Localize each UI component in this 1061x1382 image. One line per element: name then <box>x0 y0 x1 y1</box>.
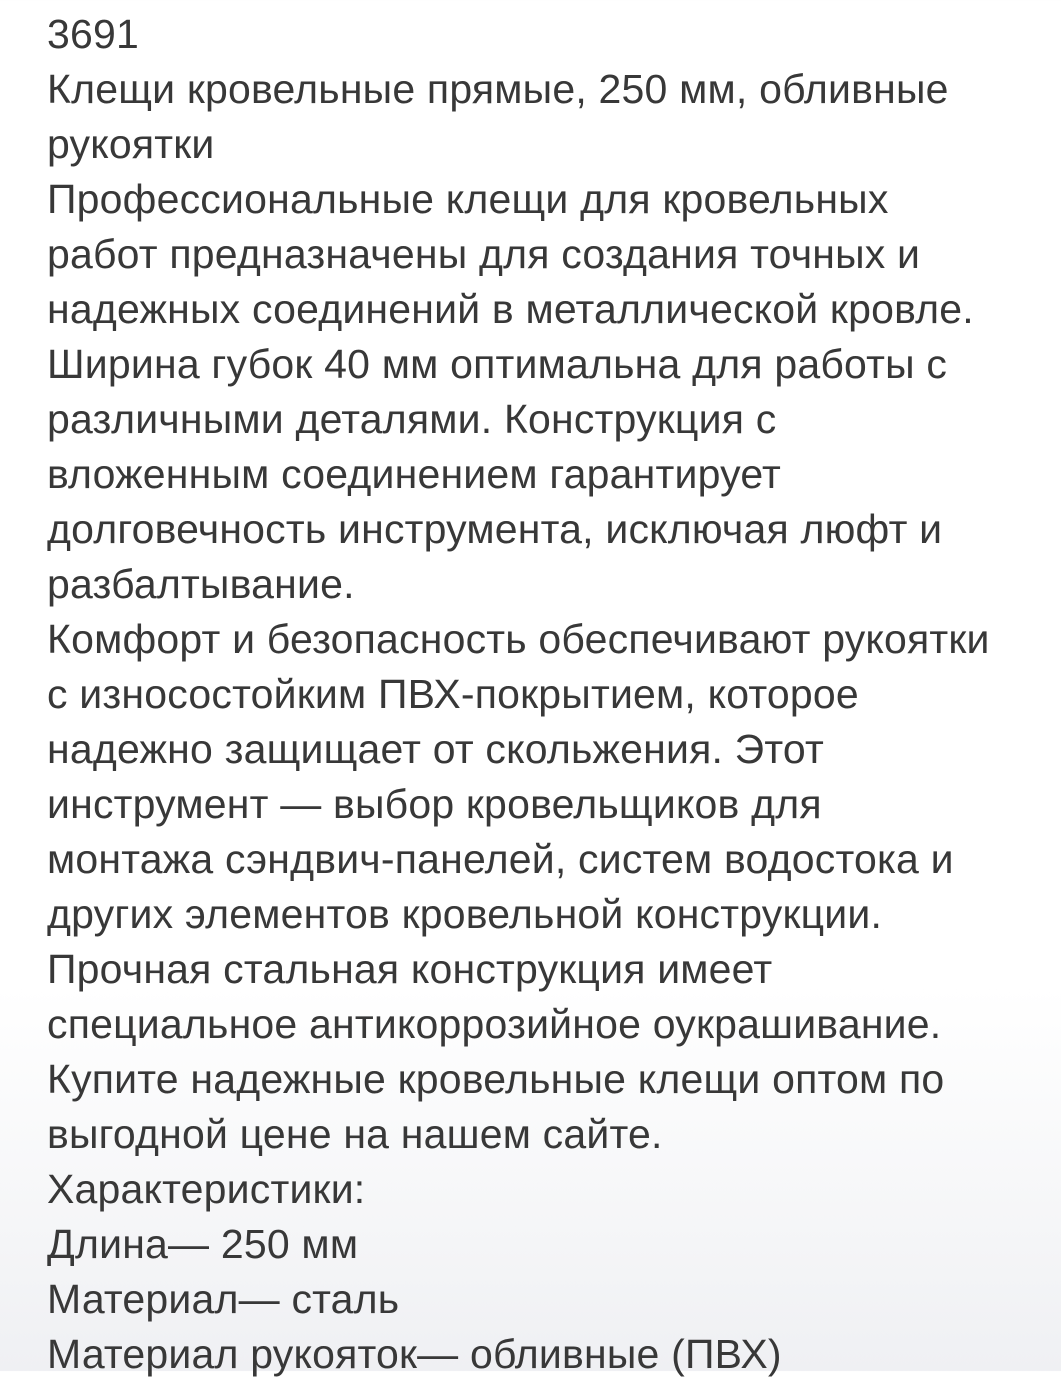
spec-handle-material-line: Материал рукояток— обливные (ПВХ) <box>47 1331 782 1377</box>
specs-heading-line: Характеристики: <box>47 1166 366 1212</box>
description-line: разбалтывание. <box>47 561 355 607</box>
spec-length-line: Длина— 250 мм <box>47 1221 359 1267</box>
spec-material-line: Материал— сталь <box>47 1276 400 1322</box>
description-line: выгодной цене на нашем сайте. <box>47 1111 663 1157</box>
product-title-line: Клещи кровельные прямые, 250 мм, обливные <box>47 66 949 112</box>
description-line: с износостойким ПВХ-покрытием, которое <box>47 671 859 717</box>
description-line: Профессиональные клещи для кровельных <box>47 176 889 222</box>
description-line: специальное антикоррозийное оукрашивание. <box>47 1001 942 1047</box>
description-line: Купите надежные кровельные клещи оптом по <box>47 1056 945 1102</box>
product-title-line: рукоятки <box>47 121 215 167</box>
description-line: монтажа сэндвич-панелей, систем водостока и <box>47 836 954 882</box>
description-line: Прочная стальная конструкция имеет <box>47 946 773 992</box>
description-line: надежно защищает от скольжения. Этот <box>47 726 824 772</box>
description-line: долговечность инструмента, исключая люфт и <box>47 506 943 552</box>
description-line: надежных соединений в металлической кровле. <box>47 286 974 332</box>
description-line: вложенным соединением гарантирует <box>47 451 781 497</box>
description-line: различными деталями. Конструкция с <box>47 396 777 442</box>
description-line: Ширина губок 40 мм оптимальна для работы с <box>47 341 948 387</box>
description-line: работ предназначены для создания точных и <box>47 231 921 277</box>
description-line: других элементов кровельной конструкции. <box>47 891 883 937</box>
description-line: Комфорт и безопасность обеспечивают рукоятки <box>47 616 990 662</box>
product-code-line: 3691 <box>47 11 140 57</box>
description-line: инструмент — выбор кровельщиков для <box>47 781 822 827</box>
